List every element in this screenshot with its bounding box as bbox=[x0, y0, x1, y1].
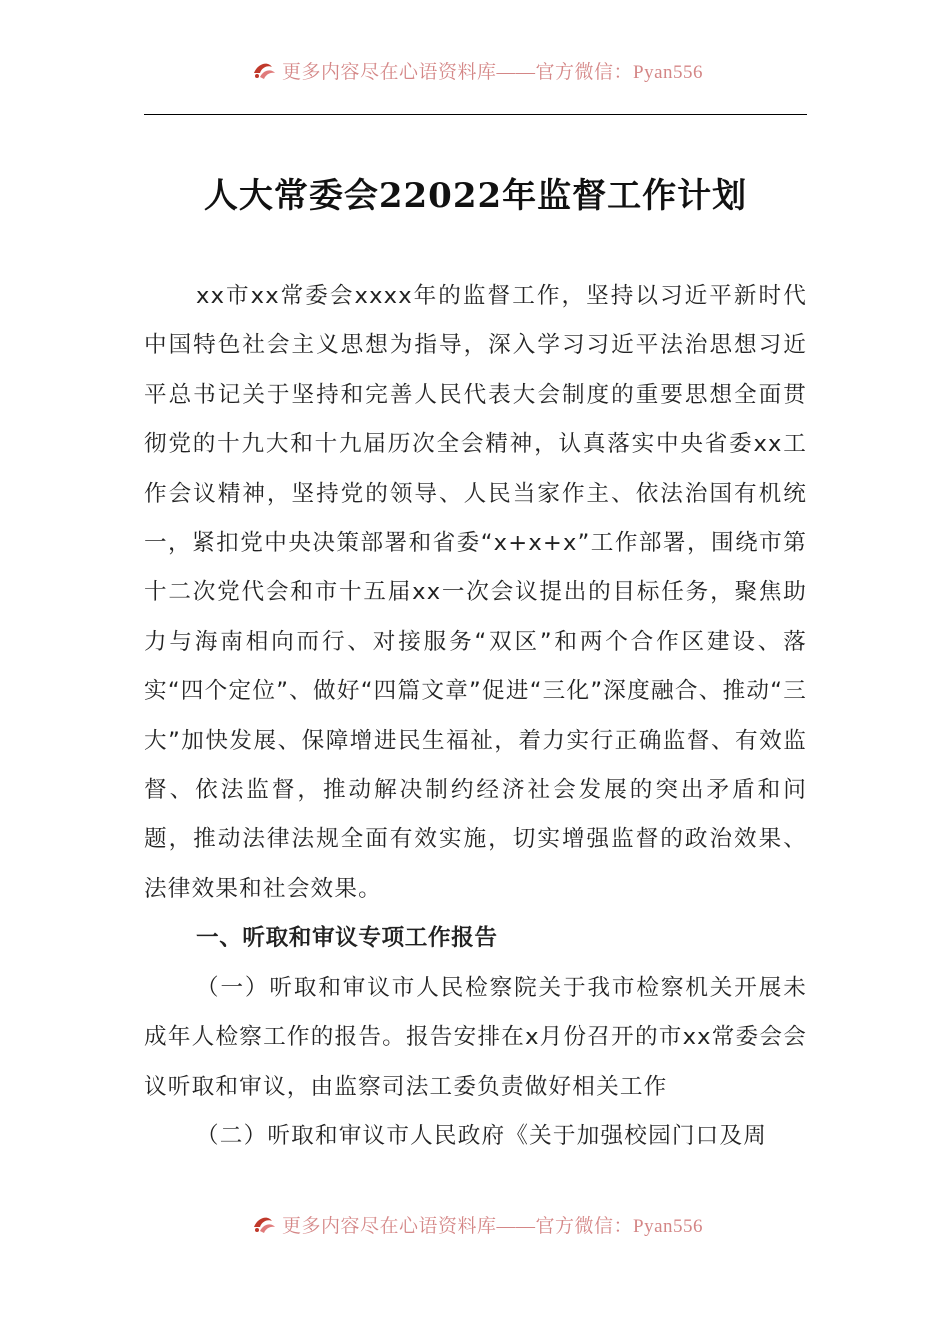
item-paragraph-2: （二）听取和审议市人民政府《关于加强校园门口及周 bbox=[196, 1122, 768, 1149]
header-divider bbox=[144, 114, 807, 115]
intro-paragraph: xx市xx常委会xxxx年的监督工作，坚持以习近平新时代中国特色社会主义思想为指导，深入学习习近平法治思想习近平总书记关于坚持和完善人民代表大会制度的重要思想全面贯彻党的十九大和十九届历次全会精神，认真落实中央省委xx工作会议精神，坚持党的领导、人民当家作主、依法治国有机统一，紧扣党中央决策部署和省委“x+x+x”工作部署，围绕市第十二次党代会和市十五届xx一次会议提出的目标任务，聚焦助力与海南相向而行、对接服务“双区”和两个合作区建设、落实“四个定位”、做好“四篇文章”促进“三化”深度融合、推动“三大”加快发展、保障增进民生福祉，着力实行正确监督、有效监督、依法监督，推动解决制约经济社会发展的突出矛盾和问题，推动法律法规全面有效实施，切实增强监督的政治效果、法律效果和社会效果。 bbox=[144, 283, 807, 902]
brand-swirl-icon bbox=[250, 59, 278, 81]
document-title: 人大常委会22022年监督工作计划 bbox=[203, 176, 748, 216]
watermark-text: 更多内容尽在心语资料库——官方微信：Pyan556 bbox=[282, 61, 704, 83]
document-body bbox=[144, 272, 807, 1161]
section-heading-1: 一、听取和审议专项工作报告 bbox=[196, 925, 498, 952]
item-paragraph-1: （一）听取和审议市人民检察院关于我市检察机关开展未成年人检察工作的报告。报告安排在x月份召开的市xx常委会会议听取和审议，由监察司法工委负责做好相关工作 bbox=[144, 974, 807, 1100]
watermark-footer bbox=[250, 1210, 750, 1238]
watermark-text: 更多内容尽在心语资料库——官方微信：Pyan556 bbox=[282, 1215, 704, 1237]
brand-swirl-icon bbox=[250, 1213, 278, 1235]
watermark-header bbox=[250, 56, 750, 84]
